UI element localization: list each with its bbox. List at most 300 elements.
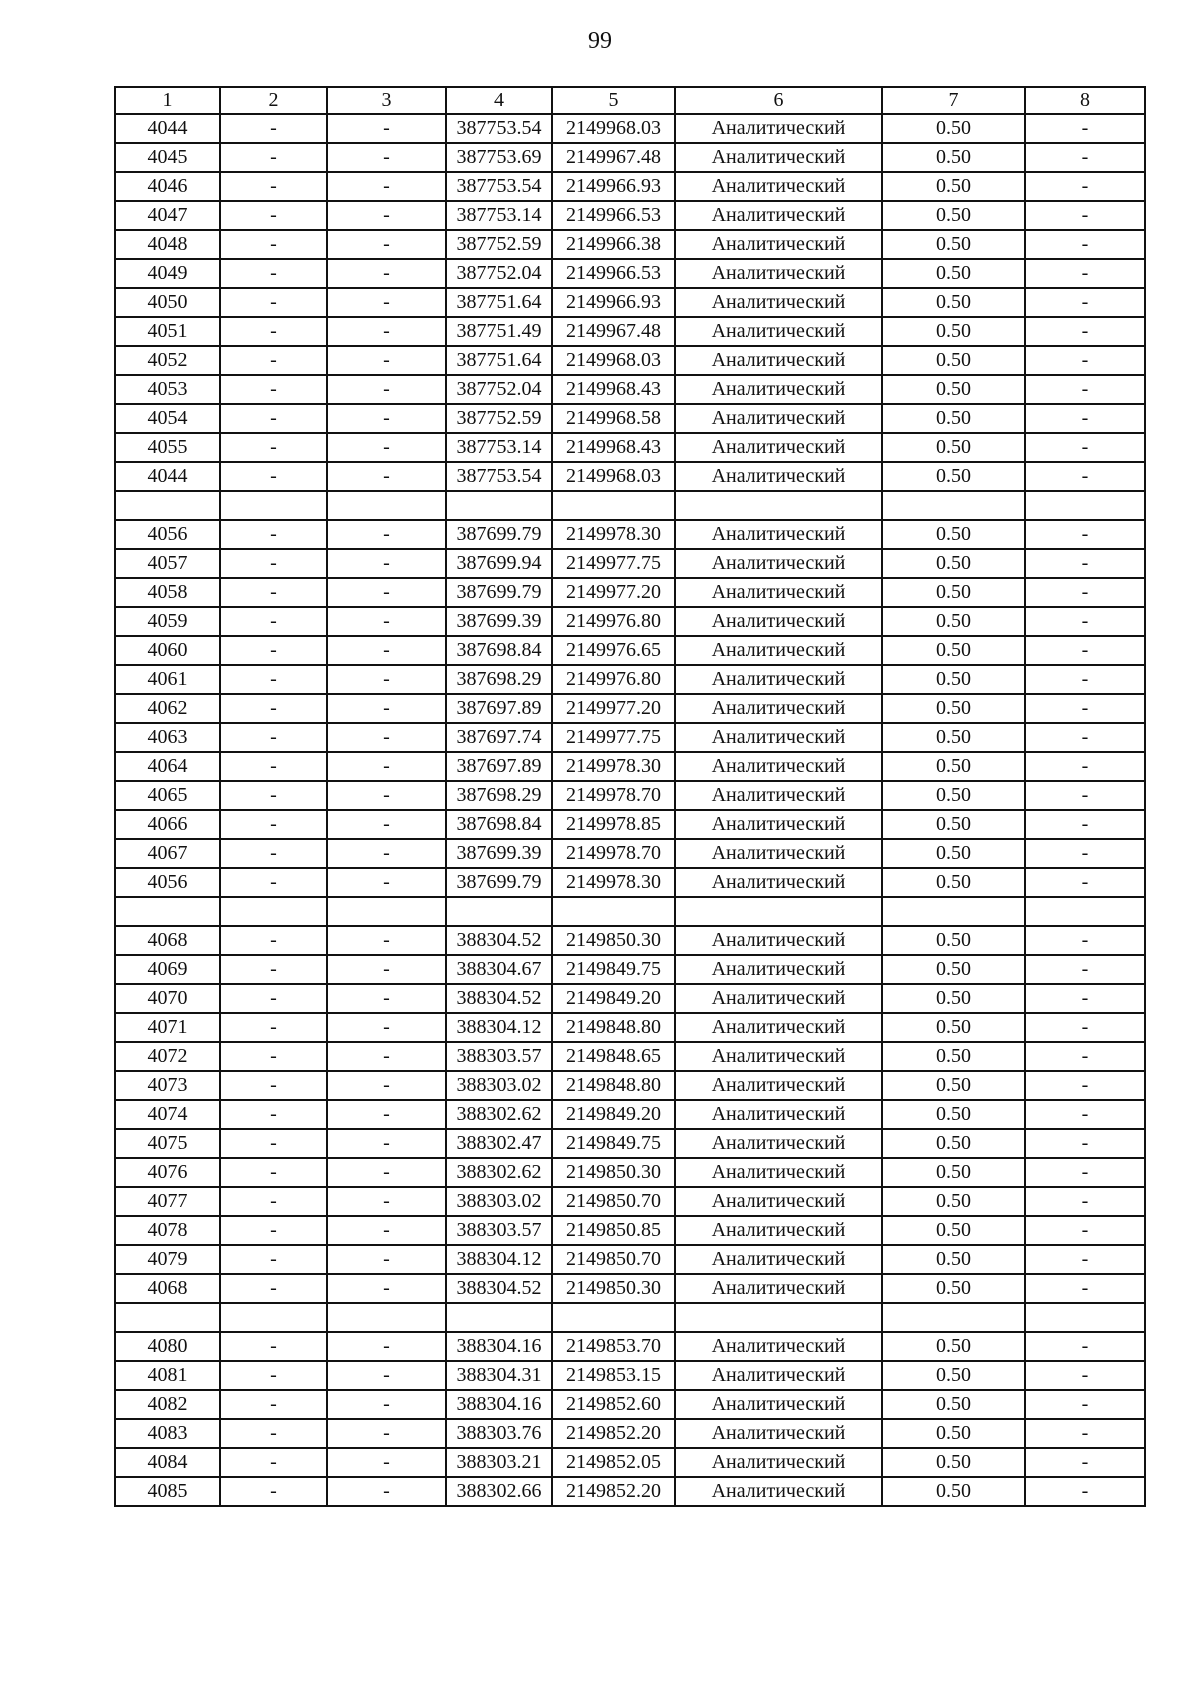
table-cell: Аналитический (675, 259, 882, 288)
table-cell (327, 897, 446, 926)
table-cell: 4083 (115, 1419, 220, 1448)
table-cell: - (220, 1187, 327, 1216)
table-header-row (115, 87, 1145, 114)
table-cell: 4048 (115, 230, 220, 259)
page-number: 99 (588, 28, 612, 54)
table-cell: - (1025, 1419, 1145, 1448)
table-row (115, 781, 1145, 810)
table-cell (882, 897, 1025, 926)
table-cell: - (220, 926, 327, 955)
table-cell: 2149852.20 (552, 1477, 675, 1506)
table-cell: - (1025, 346, 1145, 375)
table-cell: 0.50 (882, 1361, 1025, 1390)
table-row (115, 810, 1145, 839)
table-cell: - (220, 317, 327, 346)
table-cell: 388304.67 (446, 955, 552, 984)
table-cell: 2149848.80 (552, 1013, 675, 1042)
table-cell: 387753.14 (446, 433, 552, 462)
table-row (115, 172, 1145, 201)
table-row (115, 491, 1145, 520)
table-row (115, 143, 1145, 172)
table-cell: - (327, 984, 446, 1013)
table-cell: Аналитический (675, 723, 882, 752)
table-cell (552, 1303, 675, 1332)
table-cell: 0.50 (882, 114, 1025, 143)
table-cell: - (327, 636, 446, 665)
table-cell: 387699.39 (446, 607, 552, 636)
table-cell: 2149852.60 (552, 1390, 675, 1419)
table-cell: 2149850.70 (552, 1245, 675, 1274)
table-row (115, 520, 1145, 549)
table-cell: - (327, 1071, 446, 1100)
table-cell: Аналитический (675, 317, 882, 346)
table-cell: 0.50 (882, 926, 1025, 955)
table-cell: 0.50 (882, 1187, 1025, 1216)
table-cell: - (327, 839, 446, 868)
table-cell: - (1025, 1245, 1145, 1274)
table-cell: - (220, 607, 327, 636)
column-header: 8 (1025, 87, 1145, 114)
table-cell: 387751.49 (446, 317, 552, 346)
table-cell: 4060 (115, 636, 220, 665)
table-cell: 4075 (115, 1129, 220, 1158)
table-cell: - (220, 172, 327, 201)
table-cell: 2149978.70 (552, 781, 675, 810)
table-cell: Аналитический (675, 607, 882, 636)
table-cell: 4056 (115, 520, 220, 549)
table-cell: - (327, 607, 446, 636)
table-cell: 2149853.70 (552, 1332, 675, 1361)
table-cell: 0.50 (882, 723, 1025, 752)
table-row (115, 288, 1145, 317)
table-cell: 0.50 (882, 1042, 1025, 1071)
table-cell: 388302.62 (446, 1158, 552, 1187)
table-cell: - (1025, 1477, 1145, 1506)
table-cell: 2149967.48 (552, 317, 675, 346)
table-cell: 4046 (115, 172, 220, 201)
table-cell: Аналитический (675, 810, 882, 839)
table-cell: 0.50 (882, 433, 1025, 462)
table-cell (552, 491, 675, 520)
table-cell: Аналитический (675, 404, 882, 433)
column-header: 7 (882, 87, 1025, 114)
table-cell: 387697.89 (446, 752, 552, 781)
table-cell: 388302.47 (446, 1129, 552, 1158)
table-cell: 2149968.43 (552, 433, 675, 462)
table-row (115, 201, 1145, 230)
table-cell: Аналитический (675, 1390, 882, 1419)
table-cell: 0.50 (882, 1100, 1025, 1129)
table-cell: Аналитический (675, 172, 882, 201)
table-cell: - (327, 346, 446, 375)
table-row (115, 636, 1145, 665)
table-cell (882, 1303, 1025, 1332)
table-cell: - (1025, 984, 1145, 1013)
table-cell: 0.50 (882, 201, 1025, 230)
table-cell: - (220, 1390, 327, 1419)
table-cell: 2149848.65 (552, 1042, 675, 1071)
table-cell: Аналитический (675, 1100, 882, 1129)
table-cell: 2149976.65 (552, 636, 675, 665)
table-cell: - (327, 1158, 446, 1187)
table-cell: 4068 (115, 1274, 220, 1303)
table-cell: - (327, 172, 446, 201)
table-cell: - (220, 1013, 327, 1042)
table-cell: 388303.21 (446, 1448, 552, 1477)
table-cell: 4070 (115, 984, 220, 1013)
table-cell: - (1025, 665, 1145, 694)
table-cell: - (1025, 259, 1145, 288)
table-cell: Аналитический (675, 1071, 882, 1100)
table-cell: 0.50 (882, 288, 1025, 317)
table-cell: 4059 (115, 607, 220, 636)
table-cell: 4069 (115, 955, 220, 984)
table-cell: - (327, 1216, 446, 1245)
table-cell: - (1025, 1390, 1145, 1419)
table-cell: - (220, 346, 327, 375)
table-row (115, 346, 1145, 375)
table-cell: - (1025, 1187, 1145, 1216)
table-cell: 0.50 (882, 549, 1025, 578)
table-cell: 2149976.80 (552, 665, 675, 694)
table-cell: 4051 (115, 317, 220, 346)
table-cell: 0.50 (882, 1390, 1025, 1419)
table-cell: 4049 (115, 259, 220, 288)
table-cell: Аналитический (675, 1187, 882, 1216)
table-cell: 2149966.93 (552, 288, 675, 317)
table-cell: 4044 (115, 462, 220, 491)
table-row (115, 1390, 1145, 1419)
table-row (115, 259, 1145, 288)
table-cell: 388302.66 (446, 1477, 552, 1506)
table-cell (327, 1303, 446, 1332)
table-cell (220, 897, 327, 926)
table-cell (220, 1303, 327, 1332)
table-cell: 2149850.30 (552, 1274, 675, 1303)
table-cell: - (327, 375, 446, 404)
table-cell: 2149849.75 (552, 1129, 675, 1158)
table-cell: - (220, 578, 327, 607)
table-cell: 0.50 (882, 636, 1025, 665)
table-cell: - (220, 1274, 327, 1303)
table-cell (552, 897, 675, 926)
table-cell: 0.50 (882, 1216, 1025, 1245)
table-cell: 0.50 (882, 404, 1025, 433)
table-cell: - (1025, 201, 1145, 230)
table-cell: - (1025, 462, 1145, 491)
column-header: 6 (675, 87, 882, 114)
table-cell: - (220, 636, 327, 665)
table-cell: - (1025, 781, 1145, 810)
table-cell: - (220, 1158, 327, 1187)
table-row (115, 868, 1145, 897)
table-cell: 0.50 (882, 259, 1025, 288)
table-cell: 0.50 (882, 665, 1025, 694)
table-cell: - (327, 955, 446, 984)
table-cell: - (220, 1071, 327, 1100)
table-row (115, 1216, 1145, 1245)
table-cell: - (1025, 1129, 1145, 1158)
table-cell: 2149978.30 (552, 752, 675, 781)
coordinates-table (114, 86, 1146, 1507)
table-cell: - (1025, 694, 1145, 723)
table-cell: - (1025, 839, 1145, 868)
table-cell: - (327, 404, 446, 433)
table-cell: 388303.57 (446, 1216, 552, 1245)
column-header: 3 (327, 87, 446, 114)
table-cell: 388304.31 (446, 1361, 552, 1390)
table-cell: 4074 (115, 1100, 220, 1129)
table-cell (115, 1303, 220, 1332)
table-cell: 4054 (115, 404, 220, 433)
table-cell: 4056 (115, 868, 220, 897)
table-body (115, 114, 1145, 1506)
table-cell: - (220, 520, 327, 549)
table-cell: 387753.69 (446, 143, 552, 172)
table-row (115, 1303, 1145, 1332)
table-cell: - (1025, 868, 1145, 897)
table-cell: - (327, 868, 446, 897)
table-row (115, 462, 1145, 491)
table-cell: Аналитический (675, 868, 882, 897)
table-cell: 0.50 (882, 578, 1025, 607)
table-cell: - (220, 694, 327, 723)
table-cell (115, 491, 220, 520)
table-cell: - (1025, 810, 1145, 839)
table-cell (675, 1303, 882, 1332)
table-cell: Аналитический (675, 201, 882, 230)
table-row (115, 375, 1145, 404)
table-cell: - (1025, 1332, 1145, 1361)
table-cell: 4050 (115, 288, 220, 317)
table-cell: 387751.64 (446, 346, 552, 375)
table-cell: 2149853.15 (552, 1361, 675, 1390)
table-cell: - (220, 839, 327, 868)
table-cell: 2149977.75 (552, 723, 675, 752)
table-cell: - (327, 1274, 446, 1303)
table-cell: - (1025, 1100, 1145, 1129)
table-cell: 2149849.75 (552, 955, 675, 984)
table-cell (446, 1303, 552, 1332)
table-row (115, 723, 1145, 752)
table-row (115, 694, 1145, 723)
table-cell: 4058 (115, 578, 220, 607)
table-cell: 4044 (115, 114, 220, 143)
table-cell: - (1025, 1013, 1145, 1042)
table-cell: - (327, 1245, 446, 1274)
table-row (115, 1100, 1145, 1129)
table-row (115, 404, 1145, 433)
table-cell: 0.50 (882, 607, 1025, 636)
table-cell: 2149966.53 (552, 201, 675, 230)
table-row (115, 955, 1145, 984)
table-cell: - (220, 433, 327, 462)
table-cell: 387697.74 (446, 723, 552, 752)
table-row (115, 897, 1145, 926)
table-cell: 2149976.80 (552, 607, 675, 636)
table-cell: - (220, 1129, 327, 1158)
table-cell: Аналитический (675, 1419, 882, 1448)
table-cell: 387753.54 (446, 172, 552, 201)
table-cell: 0.50 (882, 810, 1025, 839)
table-cell: - (327, 1332, 446, 1361)
table-cell: - (1025, 317, 1145, 346)
table-cell: 2149968.03 (552, 462, 675, 491)
table-cell (446, 491, 552, 520)
table-cell: 2149978.30 (552, 520, 675, 549)
table-row (115, 549, 1145, 578)
table-cell: 0.50 (882, 346, 1025, 375)
table-cell: Аналитический (675, 636, 882, 665)
table-cell: 2149850.85 (552, 1216, 675, 1245)
table-cell: Аналитический (675, 230, 882, 259)
table-cell: 387699.79 (446, 578, 552, 607)
table-cell: 4064 (115, 752, 220, 781)
table-cell: 0.50 (882, 1071, 1025, 1100)
table-cell: - (1025, 520, 1145, 549)
table-cell: 2149849.20 (552, 1100, 675, 1129)
table-cell (1025, 897, 1145, 926)
column-header: 1 (115, 87, 220, 114)
table-cell: 4047 (115, 201, 220, 230)
table-cell: 2149850.30 (552, 1158, 675, 1187)
table-cell: 387699.94 (446, 549, 552, 578)
table-cell: 0.50 (882, 1129, 1025, 1158)
table-cell: 0.50 (882, 1013, 1025, 1042)
table-row (115, 1419, 1145, 1448)
table-cell: 0.50 (882, 172, 1025, 201)
table-cell: 0.50 (882, 143, 1025, 172)
table-cell: 0.50 (882, 375, 1025, 404)
table-cell: 2149850.70 (552, 1187, 675, 1216)
table-cell (675, 491, 882, 520)
table-cell: 0.50 (882, 230, 1025, 259)
table-cell: - (327, 926, 446, 955)
table-cell: - (220, 259, 327, 288)
table-row (115, 1071, 1145, 1100)
table-row (115, 114, 1145, 143)
table-cell: 2149978.85 (552, 810, 675, 839)
table-cell: 2149966.93 (552, 172, 675, 201)
table-cell: 2149849.20 (552, 984, 675, 1013)
table-cell: - (327, 1361, 446, 1390)
table-cell: Аналитический (675, 549, 882, 578)
table-cell: 0.50 (882, 317, 1025, 346)
table-cell: 0.50 (882, 1477, 1025, 1506)
table-cell: 2149978.70 (552, 839, 675, 868)
table-row (115, 926, 1145, 955)
table-row (115, 665, 1145, 694)
column-header: 5 (552, 87, 675, 114)
table-cell: - (1025, 143, 1145, 172)
table-cell: 4085 (115, 1477, 220, 1506)
table-cell: - (327, 1419, 446, 1448)
table-cell: 0.50 (882, 868, 1025, 897)
table-cell: - (220, 1477, 327, 1506)
table-cell: - (327, 810, 446, 839)
table-cell: 388304.52 (446, 926, 552, 955)
table-cell: Аналитический (675, 462, 882, 491)
table-cell (446, 897, 552, 926)
table-row (115, 317, 1145, 346)
table-row (115, 578, 1145, 607)
table-cell: 4055 (115, 433, 220, 462)
table-cell: 4062 (115, 694, 220, 723)
table-cell: - (327, 1100, 446, 1129)
table-row (115, 433, 1145, 462)
table-cell: - (1025, 230, 1145, 259)
table-cell: 4066 (115, 810, 220, 839)
table-cell: - (327, 520, 446, 549)
table-cell: 387751.64 (446, 288, 552, 317)
table-cell (675, 897, 882, 926)
table-cell: - (327, 1042, 446, 1071)
table-cell: 387699.79 (446, 868, 552, 897)
table-cell: 4063 (115, 723, 220, 752)
table-cell: - (1025, 752, 1145, 781)
table-cell: Аналитический (675, 752, 882, 781)
table-cell: Аналитический (675, 665, 882, 694)
table-cell: Аналитический (675, 955, 882, 984)
table-cell: 387752.59 (446, 404, 552, 433)
table-cell: 4076 (115, 1158, 220, 1187)
table-cell: 387699.79 (446, 520, 552, 549)
table-cell: 388304.12 (446, 1013, 552, 1042)
table-cell: - (1025, 1274, 1145, 1303)
table-cell: - (220, 723, 327, 752)
table-cell: Аналитический (675, 1477, 882, 1506)
table-cell: - (327, 1013, 446, 1042)
table-row (115, 1245, 1145, 1274)
table-cell: 2149968.03 (552, 346, 675, 375)
table-cell: 0.50 (882, 520, 1025, 549)
table-cell: - (220, 1419, 327, 1448)
table-cell: - (327, 723, 446, 752)
table-cell: - (220, 955, 327, 984)
table-cell: 388304.16 (446, 1390, 552, 1419)
table-cell: - (220, 201, 327, 230)
table-cell: 4072 (115, 1042, 220, 1071)
table-cell: Аналитический (675, 839, 882, 868)
table-cell: Аналитический (675, 1129, 882, 1158)
table-cell: 4068 (115, 926, 220, 955)
table-cell: Аналитический (675, 694, 882, 723)
table-cell: - (327, 578, 446, 607)
table-cell: - (327, 694, 446, 723)
table-cell: 387698.84 (446, 636, 552, 665)
table-row (115, 1129, 1145, 1158)
table-cell: 388303.02 (446, 1187, 552, 1216)
table-cell: - (1025, 1158, 1145, 1187)
table-cell: 2149852.20 (552, 1419, 675, 1448)
table-cell: Аналитический (675, 520, 882, 549)
table-row (115, 1042, 1145, 1071)
table-cell: 387698.29 (446, 781, 552, 810)
table-cell: 387698.29 (446, 665, 552, 694)
table-cell: 388304.52 (446, 1274, 552, 1303)
table-cell: 0.50 (882, 1448, 1025, 1477)
table-cell: 388302.62 (446, 1100, 552, 1129)
table-cell: - (220, 375, 327, 404)
table-cell: 4053 (115, 375, 220, 404)
table-cell: 387698.84 (446, 810, 552, 839)
table-cell: - (220, 1216, 327, 1245)
table-cell: Аналитический (675, 1158, 882, 1187)
table-cell: Аналитический (675, 1361, 882, 1390)
table-row (115, 1477, 1145, 1506)
table-cell: Аналитический (675, 578, 882, 607)
table-cell: - (220, 462, 327, 491)
